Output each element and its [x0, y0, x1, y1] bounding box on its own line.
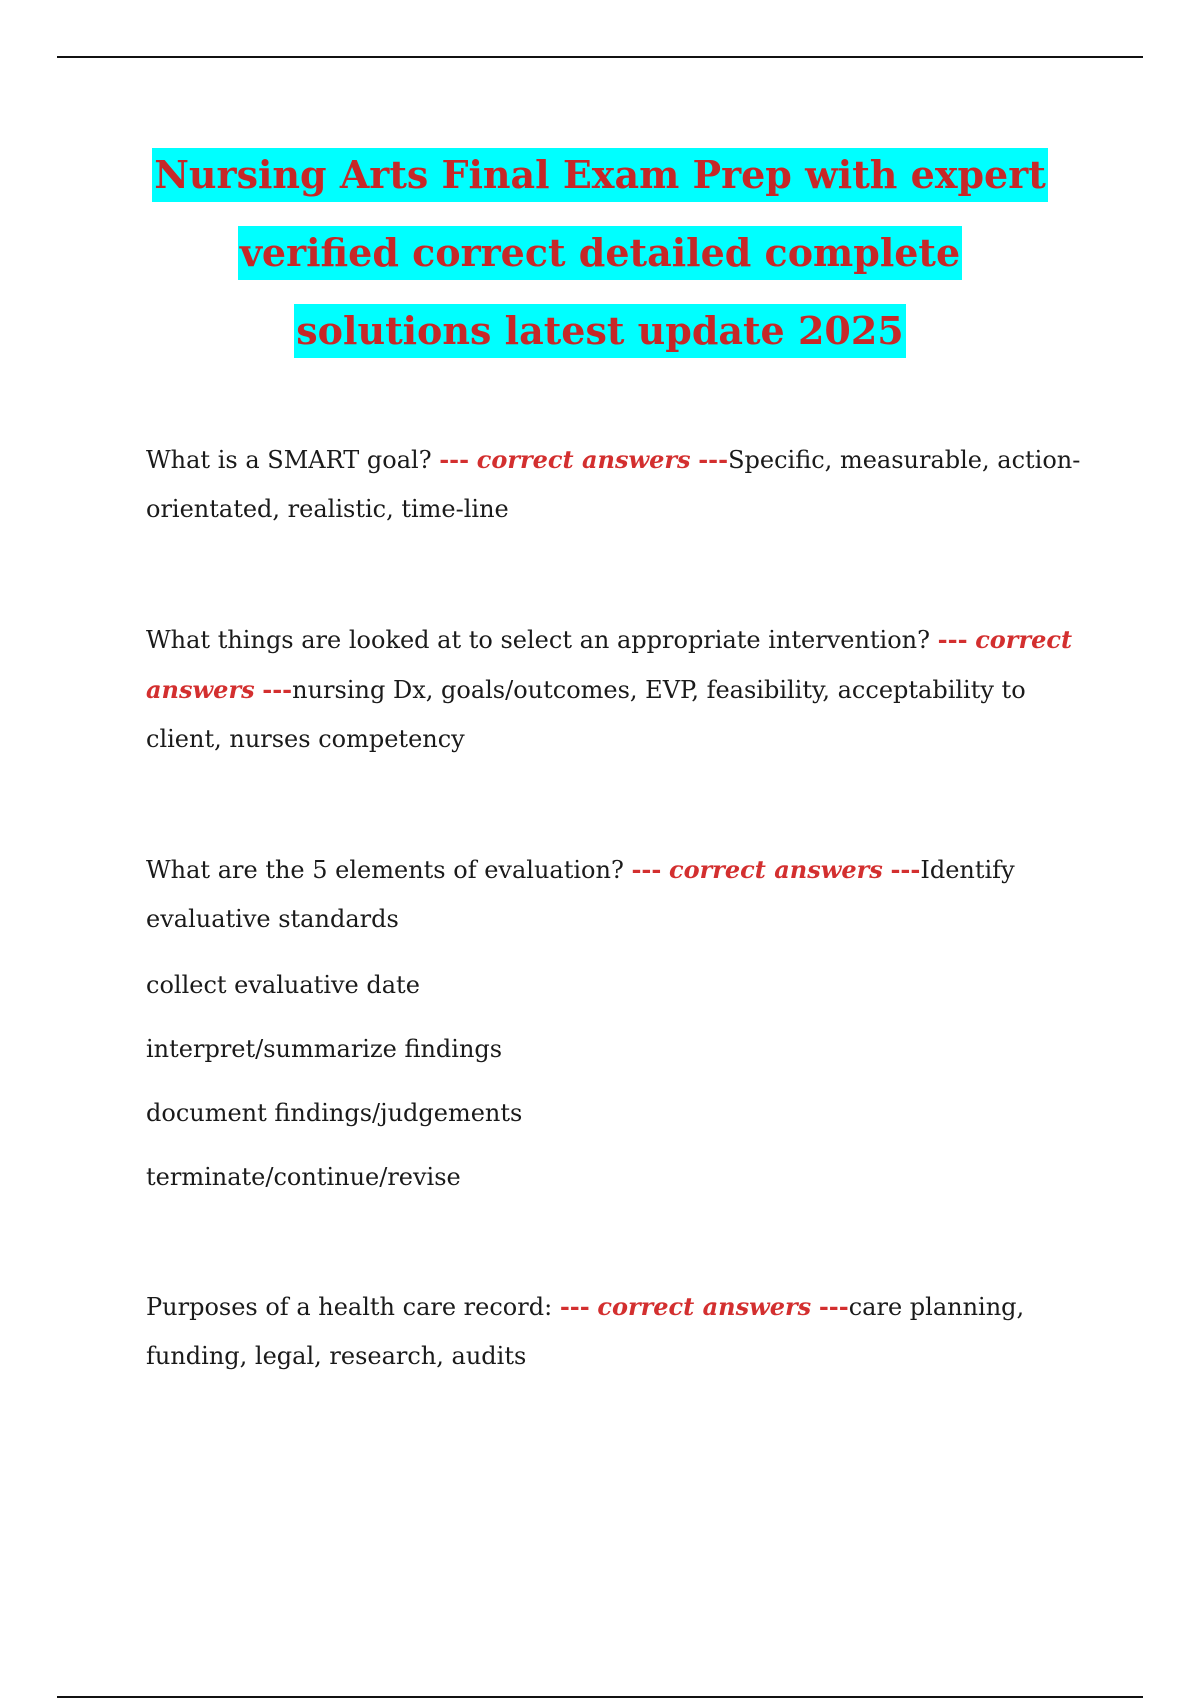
answer-separator: --- [439, 445, 470, 474]
correct-answers-label: correct answers [597, 1292, 812, 1321]
answer-line: interpret/summarize findings [146, 1035, 503, 1063]
qa-list [146, 435, 1096, 1381]
answer-separator: --- [631, 855, 662, 884]
correct-answers-label: correct answers [146, 625, 1073, 704]
answer-text: care planning, funding, legal, research, audits [146, 1293, 1025, 1370]
qa-item [146, 615, 1096, 764]
answer-line: terminate/continue/revise [146, 1163, 461, 1191]
question-text: What is a SMART goal? [146, 446, 432, 474]
question-text: What things are looked at to select an appropriate intervention? [146, 626, 931, 654]
answer-separator: --- [262, 675, 293, 704]
qa-paragraph [146, 845, 1096, 944]
document-title [100, 136, 1100, 370]
question-text: Purposes of a health care record: [146, 1293, 553, 1321]
title-line: Nursing Arts Final Exam Prep with expert [152, 148, 1048, 202]
answer-separator: --- [818, 1292, 849, 1321]
answer-separator: --- [559, 1292, 590, 1321]
answer-text: Identify evaluative standards [146, 856, 1015, 933]
bottom-rule [57, 1696, 1143, 1698]
answer-separator: --- [937, 625, 968, 654]
title-line: solutions latest update 2025 [294, 304, 905, 358]
top-rule [57, 56, 1143, 58]
qa-paragraph [146, 615, 1096, 764]
correct-answers-label: correct answers [668, 855, 883, 884]
question-text: What are the 5 elements of evaluation? [146, 856, 624, 884]
title-line: verified correct detailed complete [238, 226, 962, 280]
answer-line: document findings/judgements [146, 1099, 523, 1127]
qa-paragraph [146, 435, 1096, 534]
qa-paragraph [146, 1282, 1096, 1381]
answer-text: nursing Dx, goals/outcomes, EVP, feasibility, acceptability to client, nurses competency [146, 676, 1026, 753]
correct-answers-label: correct answers [476, 445, 691, 474]
answer-text: Specific, measurable, action-orientated, realistic, time-line [146, 446, 1081, 523]
answer-separator: --- [698, 445, 729, 474]
answer-separator: --- [890, 855, 921, 884]
qa-item [146, 435, 1096, 534]
qa-item [146, 845, 1096, 1201]
answer-line: collect evaluative date [146, 971, 420, 999]
qa-item [146, 1282, 1096, 1381]
